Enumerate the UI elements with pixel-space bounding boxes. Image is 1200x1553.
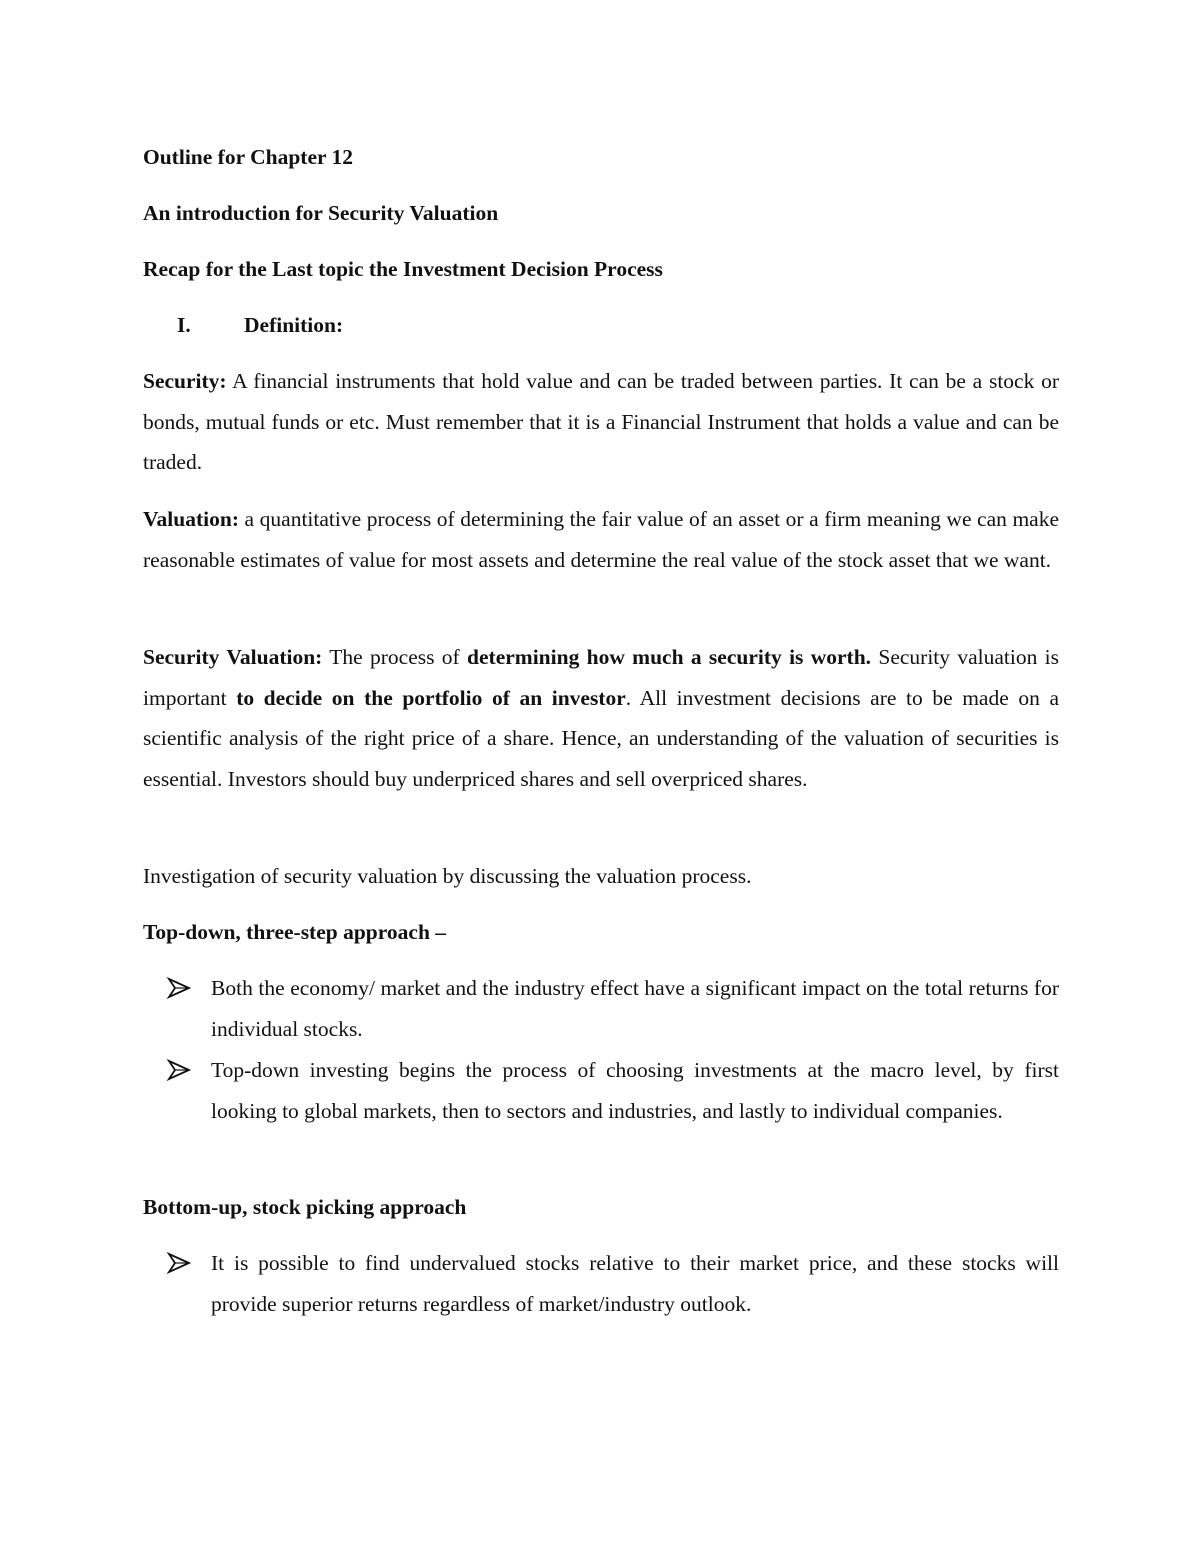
list-item: It is possible to find undervalued stocks relative to their market price, and these stocks will provide superior returns regardless of market/industry outlook.	[211, 1243, 1059, 1324]
security-definition	[143, 361, 1059, 483]
security-valuation-definition: Security Valuation: The process of determining how much a security is worth. Security valuation is important to decide on the portfolio of an investor. All investment decisions are to be made on a scientific analysis of the right price of a share. Hence, an understanding of the valuation of securities is essential. Investors should buy underpriced shares and sell overpriced shares.	[143, 645, 1059, 791]
valuation-text: a quantitative process of determining the fair value of an asset or a firm meaning we can make reasonable estimates of value for most assets and determine the real value of the stock asset that we want.	[143, 507, 1059, 572]
section-number: I.	[177, 313, 191, 337]
valuation-definition	[143, 499, 1059, 580]
security-text: A financial instruments that hold value and can be traded between parties. It can be a stock or bonds, mutual funds or etc. Must remember that it is a Financial Instrument that holds a value and can be traded.	[143, 369, 1059, 474]
subtitle: An introduction for Security Valuation	[143, 201, 499, 225]
arrow-bullet-icon	[165, 968, 195, 1008]
security-valuation-term: Security Valuation:	[143, 645, 323, 669]
list-item: Top-down investing begins the process of choosing investments at the macro level, by first looking to global markets, then to sectors and industries, and lastly to individual companies.	[211, 1050, 1059, 1131]
list-item: Both the economy/ market and the industry effect have a significant impact on the total returns for individual stocks.	[211, 968, 1059, 1049]
arrow-bullet-icon	[165, 1243, 195, 1283]
recap-heading: Recap for the Last topic the Investment Decision Process	[143, 257, 663, 281]
bottom-up-heading: Bottom-up, stock picking approach	[143, 1195, 467, 1219]
page-title: Outline for Chapter 12	[143, 145, 354, 169]
top-down-heading: Top-down, three-step approach –	[143, 920, 447, 944]
section-label: Definition:	[244, 313, 344, 337]
arrow-bullet-icon	[165, 1050, 195, 1090]
security-term: Security:	[143, 369, 227, 393]
section-heading-definition	[143, 305, 1059, 346]
investigation-paragraph: Investigation of security valuation by discussing the valuation process.	[143, 864, 752, 888]
valuation-term: Valuation:	[143, 507, 239, 531]
